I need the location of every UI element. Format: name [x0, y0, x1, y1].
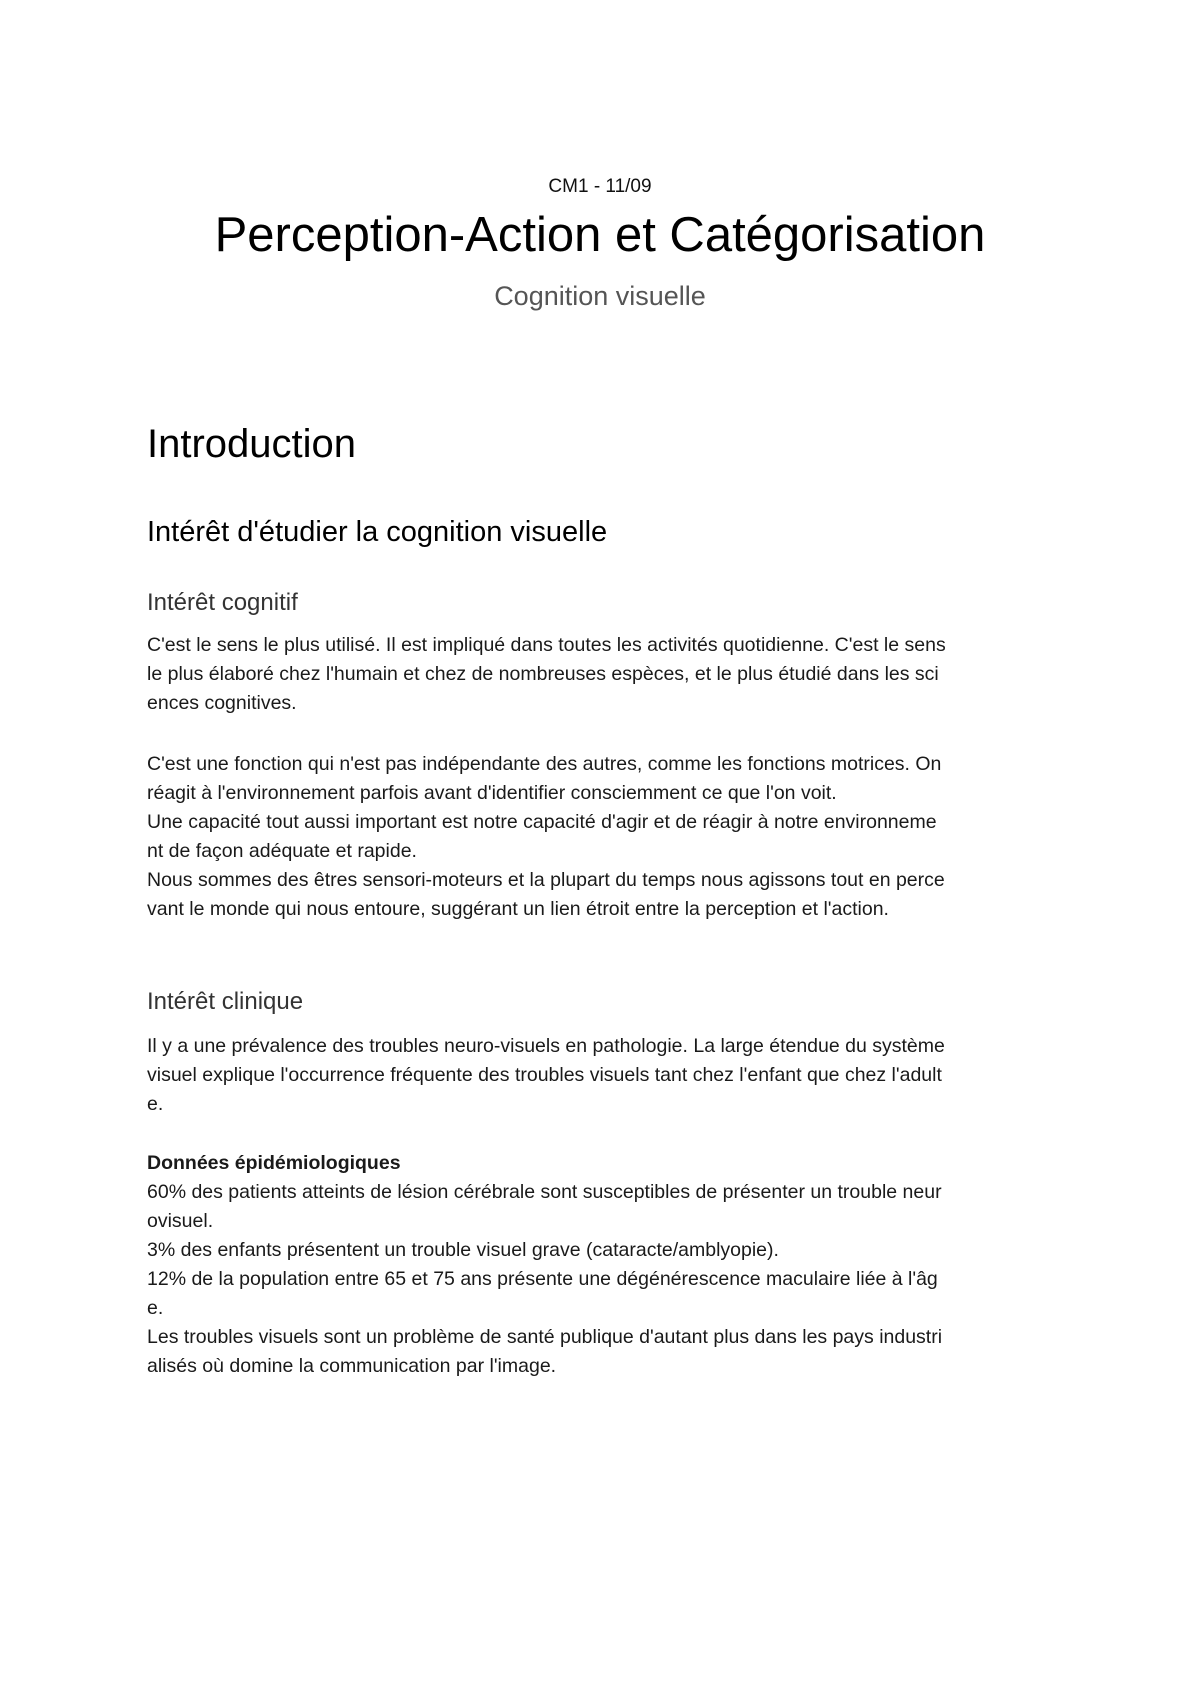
- heading-interet-clinique: Intérêt clinique: [147, 988, 304, 1015]
- text-line: alisés où domine la communication par l'image.: [147, 1355, 557, 1377]
- text-line: Nous sommes des êtres sensori-moteurs et la plupart du temps nous agissons tout en perce: [147, 869, 945, 891]
- heading-introduction: Introduction: [147, 422, 357, 466]
- text-line: vant le monde qui nous entoure, suggérant un lien étroit entre la perception et l'action.: [147, 898, 889, 920]
- heading-donnees-epidemiologiques: Données épidémiologiques: [147, 1152, 401, 1174]
- text-line: visuel explique l'occurrence fréquente des troubles visuels tant chez l'enfant que chez l'adult: [147, 1064, 942, 1086]
- text-line: Il y a une prévalence des troubles neuro-visuels en pathologie. La large étendue du système: [147, 1035, 945, 1057]
- text-line: C'est le sens le plus utilisé. Il est impliqué dans toutes les activités quotidienne. C'est le sens: [147, 634, 946, 656]
- epidemiology-block: [147, 1149, 1077, 1381]
- text-line: C'est une fonction qui n'est pas indépendante des autres, comme les fonctions motrices. On: [147, 753, 942, 775]
- page-title: Perception-Action et Catégorisation: [214, 208, 986, 262]
- text-line: Une capacité tout aussi important est notre capacité d'agir et de réagir à notre environneme: [147, 811, 937, 833]
- text-line: e.: [147, 1297, 164, 1319]
- heading-interet-cognition: Intérêt d'étudier la cognition visuelle: [147, 516, 608, 548]
- text-line: le plus élaboré chez l'humain et chez de nombreuses espèces, et le plus étudié dans les sci: [147, 663, 939, 685]
- paragraph-clinique-1: [147, 1032, 1077, 1119]
- heading-interet-cognitif: Intérêt cognitif: [147, 589, 298, 616]
- text-line: 3% des enfants présentent un trouble visuel grave (cataracte/amblyopie).: [147, 1239, 779, 1261]
- text-line: ences cognitives.: [147, 692, 297, 714]
- text-line: ovisuel.: [147, 1210, 214, 1232]
- text-line: e.: [147, 1093, 164, 1115]
- course-label: CM1 - 11/09: [548, 176, 652, 197]
- text-line: Les troubles visuels sont un problème de santé publique d'autant plus dans les pays industri: [147, 1326, 943, 1348]
- paragraph-cognitif-1: [147, 631, 1077, 718]
- text-line: 12% de la population entre 65 et 75 ans présente une dégénérescence maculaire liée à l'âg: [147, 1268, 938, 1290]
- paragraph-cognitif-2: [147, 750, 1077, 924]
- page-subtitle: Cognition visuelle: [494, 281, 706, 311]
- text-line: nt de façon adéquate et rapide.: [147, 840, 417, 862]
- text-line: réagit à l'environnement parfois avant d'identifier consciemment ce que l'on voit.: [147, 782, 837, 804]
- text-line: 60% des patients atteints de lésion cérébrale sont susceptibles de présenter un trouble neur: [147, 1181, 942, 1203]
